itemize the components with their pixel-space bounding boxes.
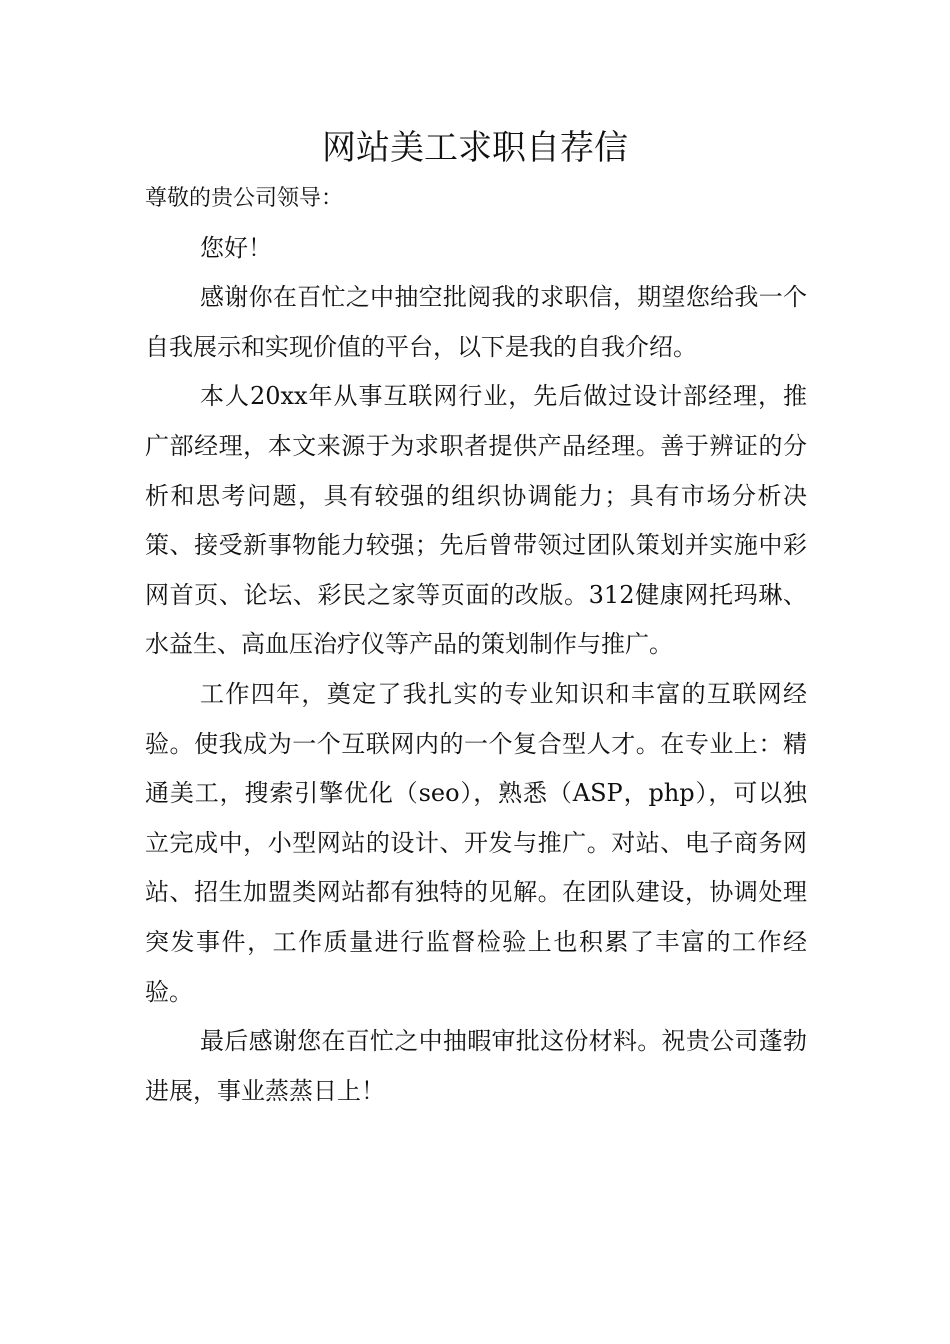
document-title: 网站美工求职自荐信 bbox=[322, 128, 628, 168]
greeting: 您好！ bbox=[200, 233, 272, 262]
paragraph-intro: 感谢你在百忙之中抽空批阅我的求职信，期望您给我一个自我展示和实现价值的平台，以下是我的自我介绍。 bbox=[145, 283, 807, 361]
paragraph-experience: 本人20xx年从事互联网行业，先后做过设计部经理，推广部经理，本文来源于为求职者提供产品经理。善于辨证的分析和思考问题，具有较强的组织协调能力；具有市场分析决策、接受新事物能力较强；先后曾带领过团队策划并实施中彩网首页、论坛、彩民之家等页面的改版。312健康网托玛琳、水益生、高血压治疗仪等产品的策划制作与推广。 bbox=[145, 382, 807, 659]
paragraph-skills: 工作四年，奠定了我扎实的专业知识和丰富的互联网经验。使我成为一个互联网内的一个复合型人才。在专业上：精通美工，搜索引擎优化（seo），熟悉（ASP，php），可以独立完成中，小型网站的设计、开发与推广。对站、电子商务网站、招生加盟类网站都有独特的见解。在团队建设，协调处理突发事件，工作质量进行监督检验上也积累了丰富的工作经验。 bbox=[145, 679, 807, 1006]
salutation: 尊敬的贵公司领导： bbox=[145, 186, 344, 211]
letter-body bbox=[145, 174, 807, 1116]
paragraph-closing: 最后感谢您在百忙之中抽暇审批这份材料。祝贵公司蓬勃进展，事业蒸蒸日上！ bbox=[145, 1027, 807, 1105]
